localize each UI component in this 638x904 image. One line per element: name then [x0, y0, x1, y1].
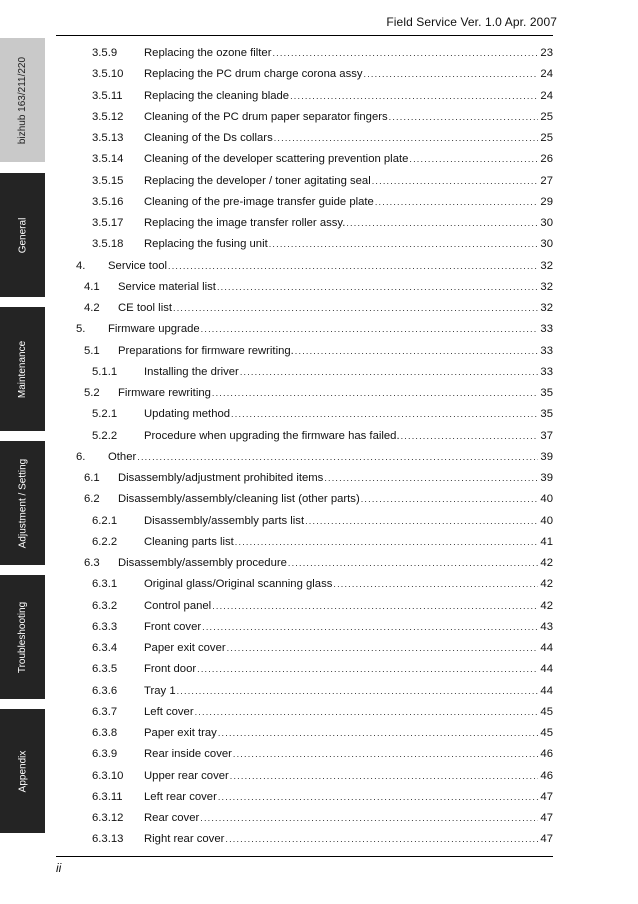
- toc-entry-title: Other: [108, 451, 137, 463]
- toc-entry-title: Replacing the PC drum charge corona assy: [144, 68, 363, 80]
- toc-entry-title: Upper rear cover: [144, 770, 229, 782]
- toc-entry-page: 45: [540, 727, 553, 739]
- toc-entry-page: 32: [540, 260, 553, 272]
- toc-entry-number: 3.5.11: [92, 90, 123, 102]
- toc-entry-number: 6.3.7: [92, 706, 118, 718]
- toc-entry[interactable]: [0, 618, 638, 638]
- toc-entry[interactable]: [0, 703, 638, 723]
- toc-entry-title: Disassembly/assembly procedure: [118, 557, 287, 569]
- toc-entry[interactable]: [0, 363, 638, 383]
- dot-leader: [230, 769, 539, 783]
- toc-entry-title: Service tool: [108, 260, 168, 272]
- dot-leader: [372, 174, 539, 188]
- toc-entry-page: 39: [540, 472, 553, 484]
- toc-entry-number: 6.3.13: [92, 833, 124, 845]
- toc-entry[interactable]: [0, 299, 638, 319]
- toc-entry[interactable]: [0, 639, 638, 659]
- toc-entry-page: 44: [540, 685, 553, 697]
- toc-entry-page: 40: [540, 493, 553, 505]
- toc-entry-title: Control panel: [144, 600, 212, 612]
- toc-entry[interactable]: [0, 575, 638, 595]
- toc-entry-title: Cleaning of the developer scattering prevention plate: [144, 153, 409, 165]
- toc-entry-page: 32: [540, 281, 553, 293]
- dot-leader: [201, 322, 539, 336]
- toc-entry-title: Replacing the cleaning blade: [144, 90, 290, 102]
- toc-entry-number: 5.2.2: [92, 430, 118, 442]
- toc-entry[interactable]: [0, 682, 638, 702]
- toc-entry-page: 44: [540, 663, 553, 675]
- toc-entry-number: 6.3.2: [92, 600, 118, 612]
- toc-entry-number: 6.3.1: [92, 578, 118, 590]
- toc-entry-page: 45: [540, 706, 553, 718]
- toc-entry-page: 39: [540, 451, 553, 463]
- toc-entry-number: 5.1: [84, 345, 100, 357]
- toc-entry-title: Paper exit cover: [144, 642, 226, 654]
- toc-entry-number: 3.5.17: [92, 217, 124, 229]
- toc-entry-number: 6.1: [84, 472, 100, 484]
- toc-entry-number: 5.: [76, 323, 86, 335]
- toc-entry-title: Front door: [144, 663, 197, 675]
- toc-entry-page: 35: [540, 387, 553, 399]
- toc-entry-page: 32: [540, 302, 553, 314]
- dot-leader: [389, 110, 539, 124]
- dot-leader: [197, 662, 538, 676]
- toc-entry[interactable]: [0, 342, 638, 362]
- toc-entry-title: CE tool list: [118, 302, 172, 314]
- toc-entry[interactable]: [0, 597, 638, 617]
- side-tab-general-label: General: [16, 217, 28, 253]
- toc-entry[interactable]: [0, 490, 638, 510]
- toc-entry-title: Rear cover: [144, 812, 200, 824]
- dot-leader: [305, 514, 538, 528]
- toc-entry-title: Service material list: [118, 281, 216, 293]
- toc-entry-title: Replacing the image transfer roller assy.: [144, 217, 346, 229]
- toc-entry-page: 23: [540, 47, 553, 59]
- toc-entry-page: 30: [540, 217, 553, 229]
- dot-leader: [212, 386, 539, 400]
- toc-entry-number: 3.5.15: [92, 175, 124, 187]
- dot-leader: [217, 280, 538, 294]
- toc-entry-number: 6.3.3: [92, 621, 118, 633]
- dot-leader: [361, 492, 539, 506]
- toc-entry-title: Procedure when upgrading the firmware has failed.: [144, 430, 400, 442]
- dot-leader: [290, 89, 538, 103]
- toc-entry[interactable]: [0, 108, 638, 128]
- dot-leader: [218, 790, 539, 804]
- dot-leader: [231, 407, 538, 421]
- toc-entry-number: 3.5.13: [92, 132, 124, 144]
- dot-leader: [212, 599, 538, 613]
- toc-entry-page: 37: [540, 430, 553, 442]
- toc-entry-page: 46: [540, 748, 553, 760]
- dot-leader: [375, 195, 539, 209]
- toc-entry-number: 3.5.9: [92, 47, 118, 59]
- toc-entry-number: 6.3.8: [92, 727, 118, 739]
- toc-entry-page: 42: [540, 557, 553, 569]
- toc-entry[interactable]: [0, 193, 638, 213]
- dot-leader: [333, 577, 538, 591]
- toc-entry-page: 41: [540, 536, 553, 548]
- dot-leader: [225, 832, 538, 846]
- toc-entry-page: 47: [540, 833, 553, 845]
- footer-rule: [56, 856, 553, 857]
- toc-entry[interactable]: [0, 257, 638, 277]
- dot-leader: [346, 216, 538, 230]
- toc-entry-number: 3.5.18: [92, 238, 124, 250]
- toc-entry[interactable]: [0, 788, 638, 808]
- toc-entry-title: Firmware upgrade: [108, 323, 200, 335]
- toc-entry[interactable]: [0, 448, 638, 468]
- dot-leader: [269, 237, 539, 251]
- toc-entry-page: 40: [540, 515, 553, 527]
- toc-entry-number: 6.2: [84, 493, 100, 505]
- toc-entry-number: 3.5.10: [92, 68, 124, 80]
- toc-entry-page: 30: [540, 238, 553, 250]
- toc-entry-title: Disassembly/assembly/cleaning list (other parts): [118, 493, 360, 505]
- toc-entry-number: 5.1.1: [92, 366, 118, 378]
- side-tab-model-label: bizhub 163/211/220: [17, 56, 28, 144]
- dot-leader: [173, 301, 538, 315]
- toc-entry-number: 3.5.12: [92, 111, 124, 123]
- toc-entry[interactable]: [0, 150, 638, 170]
- toc-entry[interactable]: [0, 278, 638, 298]
- dot-leader: [168, 259, 538, 273]
- dot-leader: [233, 747, 539, 761]
- toc-entry[interactable]: [0, 320, 638, 340]
- toc-entry-number: 6.: [76, 451, 86, 463]
- toc-entry[interactable]: [0, 427, 638, 447]
- toc-entry-title: Replacing the developer / toner agitating seal: [144, 175, 371, 187]
- toc-entry-number: 4.2: [84, 302, 100, 314]
- toc-entry-number: 6.3.5: [92, 663, 118, 675]
- toc-entry-title: Left cover: [144, 706, 194, 718]
- toc-entry[interactable]: [0, 172, 638, 192]
- toc-entry-page: 27: [540, 175, 553, 187]
- toc-entry-page: 33: [540, 323, 553, 335]
- toc-entry-page: 46: [540, 770, 553, 782]
- toc-entry-number: 4.1: [84, 281, 100, 293]
- toc-entry-number: 5.2: [84, 387, 100, 399]
- toc-entry-title: Cleaning of the Ds collars: [144, 132, 273, 144]
- toc-entry-page: 33: [540, 366, 553, 378]
- toc-entry-page: 24: [540, 68, 553, 80]
- toc-entry-number: 6.3.12: [92, 812, 124, 824]
- toc-entry[interactable]: [0, 512, 638, 532]
- dot-leader: [235, 535, 539, 549]
- toc-entry-number: 6.3.4: [92, 642, 118, 654]
- toc-entry-title: Original glass/Original scanning glass: [144, 578, 333, 590]
- toc-entry[interactable]: [0, 660, 638, 680]
- dot-leader: [177, 684, 539, 698]
- toc-entry-page: 25: [540, 111, 553, 123]
- toc-entry-title: Paper exit tray: [144, 727, 217, 739]
- toc-entry-page: 24: [540, 90, 553, 102]
- toc-entry-page: 29: [540, 196, 553, 208]
- toc-entry-number: 6.3.11: [92, 791, 123, 803]
- toc-entry[interactable]: [0, 87, 638, 107]
- dot-leader: [274, 131, 539, 145]
- toc-entry-page: 42: [540, 578, 553, 590]
- dot-leader: [288, 556, 539, 570]
- toc-entry-title: Front cover: [144, 621, 202, 633]
- toc-entry-number: 3.5.14: [92, 153, 124, 165]
- toc-entry-title: Replacing the ozone filter: [144, 47, 272, 59]
- page-number: ii: [56, 861, 62, 875]
- toc-entry-title: Right rear cover: [144, 833, 225, 845]
- toc-entry-title: Preparations for firmware rewriting.: [118, 345, 294, 357]
- toc-entry[interactable]: [0, 214, 638, 234]
- toc-entry[interactable]: [0, 405, 638, 425]
- dot-leader: [137, 450, 538, 464]
- dot-leader: [227, 641, 539, 655]
- toc-entry[interactable]: [0, 44, 638, 64]
- toc-entry-title: Firmware rewriting: [118, 387, 211, 399]
- dot-leader: [364, 67, 539, 81]
- dot-leader: [195, 705, 539, 719]
- toc-entry-page: 47: [540, 791, 553, 803]
- toc-entry-number: 6.3: [84, 557, 100, 569]
- toc-entry[interactable]: [0, 809, 638, 829]
- page-header-title: Field Service Ver. 1.0 Apr. 2007: [386, 15, 557, 29]
- toc-entry[interactable]: [0, 533, 638, 553]
- toc-entry-number: 6.2.2: [92, 536, 118, 548]
- toc-entry-page: 47: [540, 812, 553, 824]
- toc-entry-number: 3.5.16: [92, 196, 124, 208]
- toc-entry-title: Replacing the fusing unit: [144, 238, 268, 250]
- toc-entry-title: Disassembly/assembly parts list: [144, 515, 305, 527]
- dot-leader: [272, 46, 538, 60]
- toc-entry[interactable]: [0, 767, 638, 787]
- toc-entry-number: 6.3.9: [92, 748, 118, 760]
- toc-entry-page: 33: [540, 345, 553, 357]
- toc-entry-number: 4.: [76, 260, 86, 272]
- toc-entry-page: 35: [540, 408, 553, 420]
- toc-entry-page: 25: [540, 132, 553, 144]
- dot-leader: [200, 811, 538, 825]
- toc-entry-number: 6.2.1: [92, 515, 118, 527]
- toc-entry[interactable]: [0, 554, 638, 574]
- toc-entry-title: Cleaning parts list: [144, 536, 234, 548]
- toc-entry-number: 6.3.10: [92, 770, 124, 782]
- toc-entry-page: 43: [540, 621, 553, 633]
- dot-leader: [240, 365, 539, 379]
- toc-entry-page: 44: [540, 642, 553, 654]
- toc-entry-title: Updating method: [144, 408, 231, 420]
- toc-entry[interactable]: [0, 384, 638, 404]
- toc-entry-number: 6.3.6: [92, 685, 118, 697]
- toc-entry[interactable]: [0, 129, 638, 149]
- dot-leader: [202, 620, 538, 634]
- side-tab-troubleshooting-label: Troubleshooting: [17, 601, 28, 673]
- dot-leader: [295, 344, 539, 358]
- toc-entry[interactable]: [0, 469, 638, 489]
- toc-entry-title: Left rear cover: [144, 791, 217, 803]
- toc-entry-title: Tray 1: [144, 685, 176, 697]
- toc-entry-page: 26: [540, 153, 553, 165]
- toc-entry[interactable]: [0, 745, 638, 765]
- toc-entry-title: Cleaning of the PC drum paper separator fingers: [144, 111, 388, 123]
- toc-entry-number: 5.2.1: [92, 408, 118, 420]
- dot-leader: [409, 152, 538, 166]
- dot-leader: [401, 429, 539, 443]
- side-tab-appendix-label: Appendix: [16, 750, 28, 792]
- dot-leader: [324, 471, 538, 485]
- side-tab-maintenance-label: Maintenance: [17, 340, 29, 398]
- dot-leader: [218, 726, 539, 740]
- toc-entry-title: Disassembly/adjustment prohibited items: [118, 472, 324, 484]
- toc-entry-title: Installing the driver: [144, 366, 239, 378]
- toc-entry-title: Cleaning of the pre-image transfer guide plate: [144, 196, 374, 208]
- toc-entry-page: 42: [540, 600, 553, 612]
- side-tab-adjustment-label: Adjustment / Setting: [17, 458, 28, 548]
- toc-entry[interactable]: [0, 65, 638, 85]
- toc-entry[interactable]: [0, 724, 638, 744]
- toc-entry[interactable]: [0, 235, 638, 255]
- toc-entry[interactable]: [0, 830, 638, 850]
- toc-entry-title: Rear inside cover: [144, 748, 232, 760]
